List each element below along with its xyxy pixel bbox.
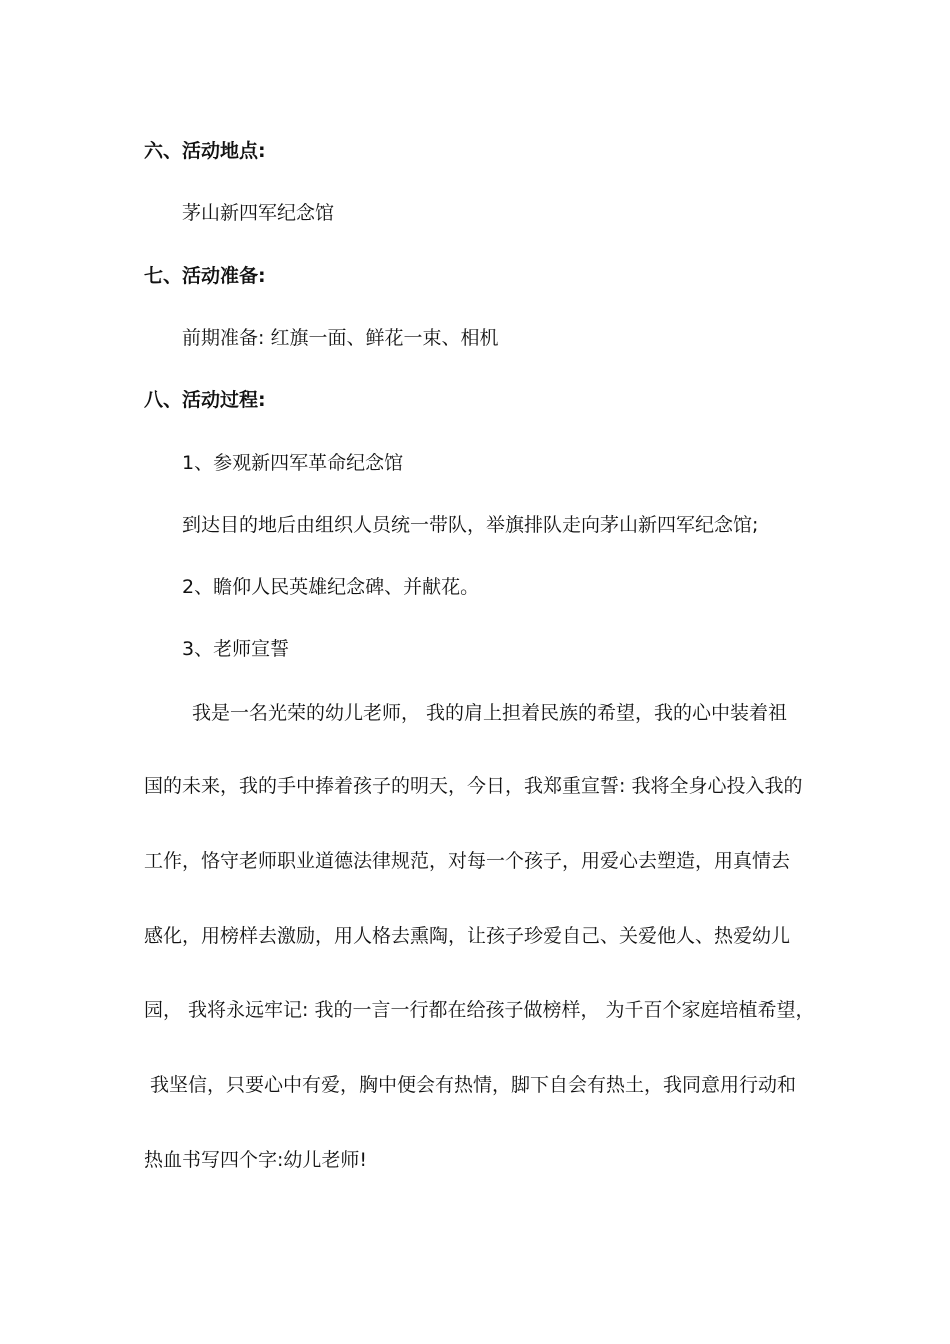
step-3: 3、老师宣誓 — [182, 638, 290, 660]
section-six-body: 茅山新四军纪念馆 — [182, 202, 335, 224]
section-seven-body: 前期准备: 红旗一面、鲜花一束、相机 — [182, 327, 499, 349]
section-six-heading: 六、活动地点: — [144, 140, 266, 162]
section-seven-heading: 七、活动准备: — [144, 265, 266, 287]
step-1-description: 到达目的地后由组织人员统一带队，举旗排队走向茅山新四军纪念馆; — [182, 514, 759, 536]
oath-line: 工作，恪守老师职业道德法律规范，对每一个孩子，用爱心去塑造，用真情去 — [144, 850, 791, 872]
oath-line: 园， 我将永远牢记: 我的一言一行都在给孩子做榜样， 为千百个家庭培植希望， — [144, 999, 815, 1021]
oath-line: 热血书写四个字:幼儿老师! — [144, 1149, 368, 1171]
oath-line: 感化，用榜样去激励，用人格去熏陶，让孩子珍爱自己、关爱他人、热爱幼儿 — [144, 925, 791, 947]
oath-line: 我坚信，只要心中有爱，胸中便会有热情，脚下自会有热土，我同意用行动和 — [150, 1074, 797, 1096]
step-1: 1、参观新四军革命纪念馆 — [182, 452, 404, 474]
step-2: 2、瞻仰人民英雄纪念碑、并献花。 — [182, 576, 480, 598]
section-eight-heading: 八、活动过程: — [144, 389, 266, 411]
oath-line: 我是一名光荣的幼儿老师， 我的肩上担着民族的希望，我的心中装着祖 — [192, 702, 788, 724]
oath-line: 国的未来，我的手中捧着孩子的明天，今日，我郑重宣誓: 我将全身心投入我的 — [144, 775, 803, 797]
